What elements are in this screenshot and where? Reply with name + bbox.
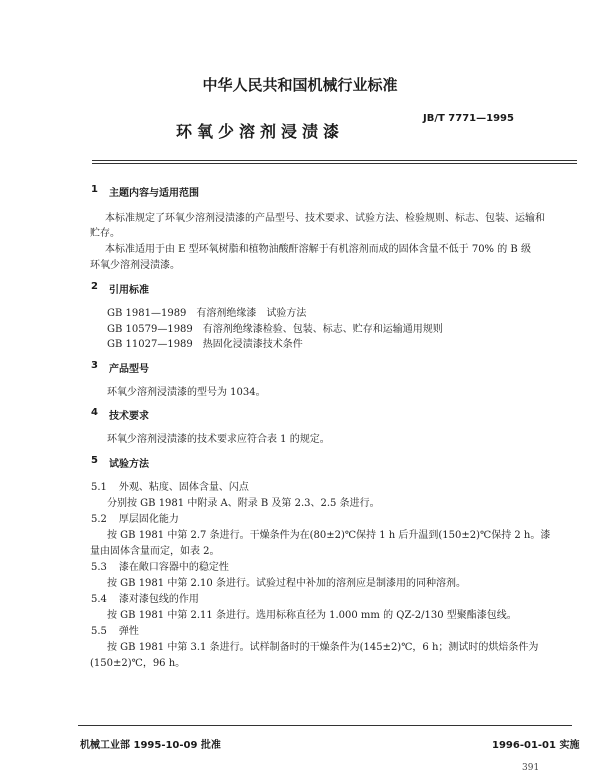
paragraph-line: (150±2)℃，96 h。 [90, 658, 186, 669]
subsection-heading [91, 478, 249, 493]
paragraph-line: 环氧少溶剂浸渍漆的型号为 1034。 [107, 387, 266, 398]
subsection-title: 外观、粘度、固体含量、闪点 [118, 482, 249, 493]
paragraph-line: 按 GB 1981 中第 2.7 条进行。干燥条件为在(80±2)℃保持 1 h 后升温到(150±2)℃保持 2 h。漆 [107, 530, 551, 541]
paragraph-line: 环氧少溶剂浸渍漆的技术要求应符合表 1 的规定。 [107, 434, 330, 445]
subsection-heading [91, 590, 199, 605]
paragraph-line: 量由固体含量而定，如表 2。 [90, 546, 220, 557]
paragraph-line: 分别按 GB 1981 中附录 A、附录 B 及第 2.3、2.5 条进行。 [107, 498, 380, 509]
paragraph-line: 本标准规定了环氧少溶剂浸渍漆的产品型号、技术要求、试验方法、检验规则、标志、包装、运输和 [105, 213, 545, 224]
reference-code: GB 10579—1989 [107, 324, 193, 335]
reference-code: GB 11027—1989 [107, 339, 193, 350]
effective-date: 1996-01-01 实施 [492, 740, 580, 751]
subsection-heading [91, 510, 179, 525]
header-divider-bottom [92, 163, 577, 164]
section-number: 4 [91, 407, 98, 418]
paragraph-line: 贮存。 [90, 228, 120, 239]
paragraph-line: 按 GB 1981 中第 2.10 条进行。试验过程中补加的溶剂应是制漆用的同种溶剂。 [107, 578, 466, 589]
industry-standard-heading: 中华人民共和国机械行业标准 [202, 76, 398, 94]
reference-item [107, 320, 443, 335]
section-number: 2 [91, 281, 98, 292]
reference-code: GB 1981—1989 [107, 308, 187, 319]
subsection-number: 5.2 [91, 514, 107, 525]
reference-item [107, 335, 303, 350]
reference-title: 有溶剂绝缘漆检验、包装、标志、贮存和运输通用规则 [202, 324, 443, 335]
section-title: 技术要求 [109, 411, 149, 422]
section-number: 1 [91, 184, 98, 195]
subsection-title: 漆对漆包线的作用 [118, 594, 199, 605]
paragraph-line: 按 GB 1981 中第 3.1 条进行。试样制备时的干燥条件为(145±2)℃，6 h；测试时的烘焙条件为 [107, 642, 539, 653]
subsection-title: 漆在敞口容器中的稳定性 [118, 562, 229, 573]
paragraph-line: 本标准适用于由 E 型环氧树脂和植物油酸酐溶解于有机溶剂而成的固体含量不低于 70% 的 B 级 [105, 244, 531, 255]
section-number: 5 [91, 455, 98, 466]
subsection-number: 5.1 [91, 482, 107, 493]
subsection-heading [91, 558, 229, 573]
reference-item [107, 304, 306, 319]
approval-date: 机械工业部 1995-10-09 批准 [80, 740, 221, 751]
reference-title: 有溶剂绝缘漆 试验方法 [196, 308, 307, 319]
paragraph-line: 环氧少溶剂浸渍漆。 [90, 260, 180, 271]
section-title: 产品型号 [109, 364, 149, 375]
subsection-title: 厚层固化能力 [118, 514, 179, 525]
subsection-number: 5.4 [91, 594, 107, 605]
subsection-title: 弹性 [118, 626, 139, 637]
section-title: 引用标准 [109, 285, 149, 296]
reference-title: 热固化浸渍漆技术条件 [202, 339, 303, 350]
section-title: 主题内容与适用范围 [109, 188, 199, 199]
subsection-number: 5.3 [91, 562, 107, 573]
page-number: 391 [522, 763, 540, 773]
subsection-number: 5.5 [91, 626, 107, 637]
standard-code: JB/T 7771—1995 [423, 113, 514, 124]
subsection-heading [91, 622, 139, 637]
footer-divider [78, 725, 572, 726]
paragraph-line: 按 GB 1981 中第 2.11 条进行。选用标称直径为 1.000 mm 的 QZ-2/130 型聚酯漆包线。 [107, 610, 517, 621]
document-title: 环氧少溶剂浸渍漆 [176, 122, 345, 141]
section-number: 3 [91, 360, 98, 371]
header-divider-top [92, 160, 577, 161]
section-title: 试验方法 [109, 459, 149, 470]
